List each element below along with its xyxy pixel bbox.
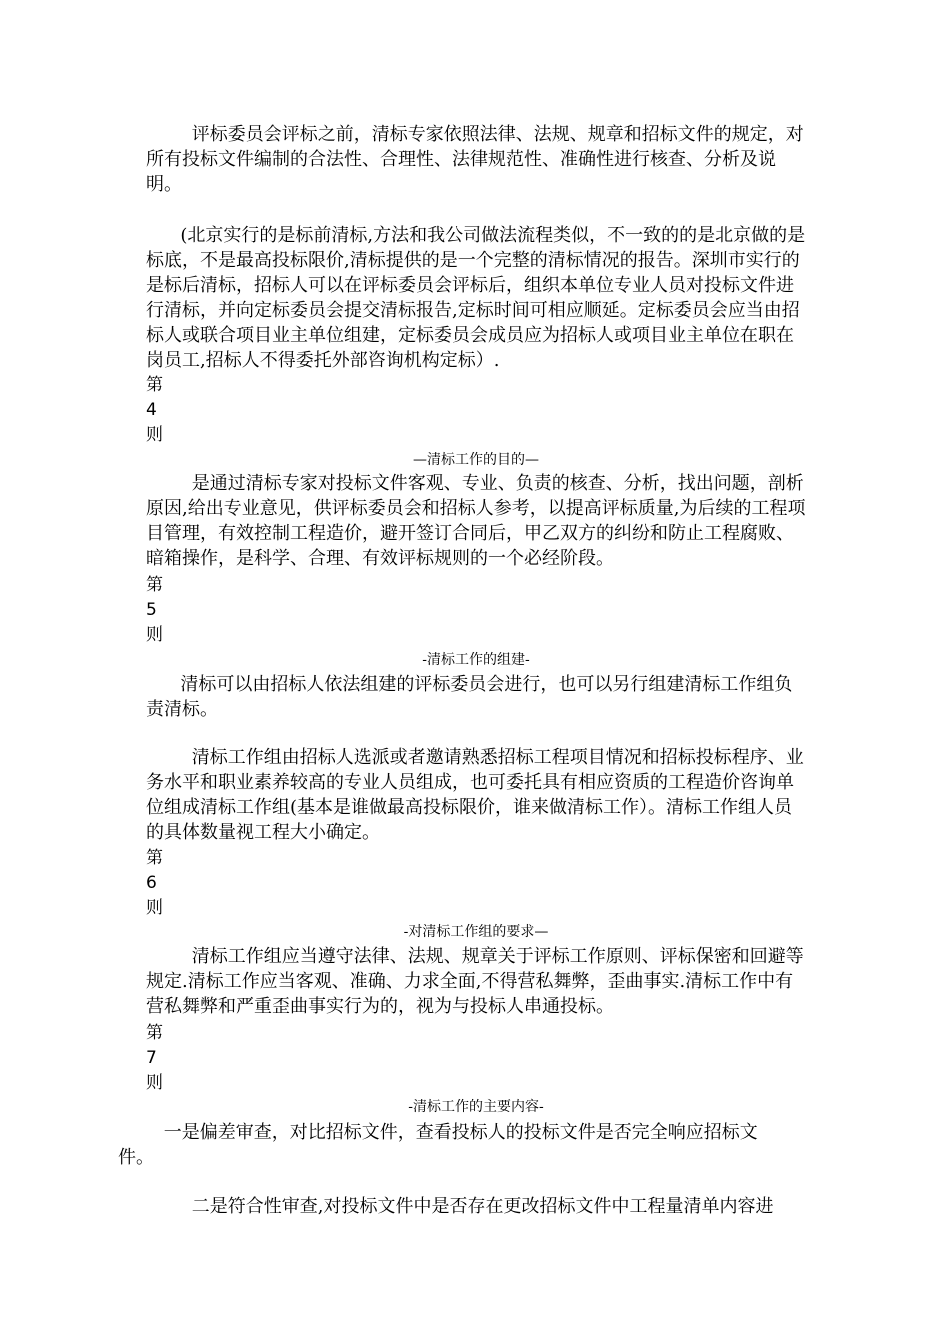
- article-number: 4: [146, 400, 157, 420]
- paragraph-beijing-shenzhen-practice: (北京实行的是标前清标,方法和我公司做法流程类似，不一致的的是北京做的是标底，不是最高投标限价,清标提供的是一个完整的清标情况的报告。深圳市实行的是标后清标，招标人可以在评标委员会评标后，组织本单位专业人员对投标文件进行清标，并向定标委员会提交清标报告,定标时间可相应顺延。定标委员会应当由招标人或联合项目业主单位组建，定标委员会成员应为招标人或项目业主单位在职在岗员工,招标人不得委托外部咨询机构定标）.: [146, 225, 806, 371]
- paragraph-requirements: 清标工作组应当遵守法律、法规、规章关于评标工作原则、评标保密和回避等规定.清标工作应当客观、准确、力求全面,不得营私舞弊，歪曲事实.清标工作中有营私舞弊和严重歪曲事实行为的，视为与投标人串通投标。: [146, 946, 804, 1017]
- article-4-label: [146, 373, 163, 448]
- article-6-label: [146, 846, 163, 921]
- heading-requirements: -对清标工作组的要求—: [403, 924, 549, 940]
- heading-purpose: —清标工作的目的—: [413, 452, 539, 468]
- paragraph-conformity-review: 二是符合性审查,对投标文件中是否存在更改招标文件中工程量清单内容进: [146, 1196, 774, 1217]
- article-7-label: [146, 1021, 163, 1096]
- paragraph-review-before-evaluation: 评标委员会评标之前，清标专家依照法律、法规、规章和招标文件的规定，对所有投标文件编制的合法性、合理性、法律规范性、准确性进行核查、分析及说明。: [146, 124, 804, 195]
- article-number: 6: [146, 873, 157, 893]
- article-5-label: [146, 573, 163, 648]
- paragraph-deviation-review: 一是偏差审查，对比招标文件，查看投标人的投标文件是否完全响应招标文件。: [118, 1122, 758, 1168]
- article-di: 第: [146, 375, 163, 395]
- article-di: 第: [146, 848, 163, 868]
- article-number: 7: [146, 1048, 157, 1068]
- article-di: 第: [146, 575, 163, 595]
- article-di: 第: [146, 1023, 163, 1043]
- paragraph-purpose: 是通过清标专家对投标文件客观、专业、负责的核查、分析，找出问题，剖析原因,给出专业意见，供评标委员会和招标人参考，以提高评标质量,为后续的工程项目管理，有效控制工程造价，避开签订合同后，甲乙双方的纠纷和防止工程腐败、暗箱操作，是科学、合理、有效评标规则的一个必经阶段。: [146, 473, 806, 569]
- article-ze: 则: [146, 425, 163, 445]
- paragraph-formation: 清标可以由招标人依法组建的评标委员会进行，也可以另行组建清标工作组负责清标。: [146, 674, 793, 720]
- paragraph-work-group: 清标工作组由招标人选派或者邀请熟悉招标工程项目情况和招标投标程序、业务水平和职业素养较高的专业人员组成，也可委托具有相应资质的工程造价咨询单位组成清标工作组(基本是谁做最高投标限价，谁来做清标工作）。清标工作组人员的具体数量视工程大小确定。: [146, 747, 804, 843]
- heading-main-content: -清标工作的主要内容-: [408, 1099, 544, 1115]
- article-number: 5: [146, 600, 157, 620]
- article-ze: 则: [146, 625, 163, 645]
- heading-formation: -清标工作的组建-: [422, 652, 530, 668]
- article-ze: 则: [146, 898, 163, 918]
- article-ze: 则: [146, 1073, 163, 1093]
